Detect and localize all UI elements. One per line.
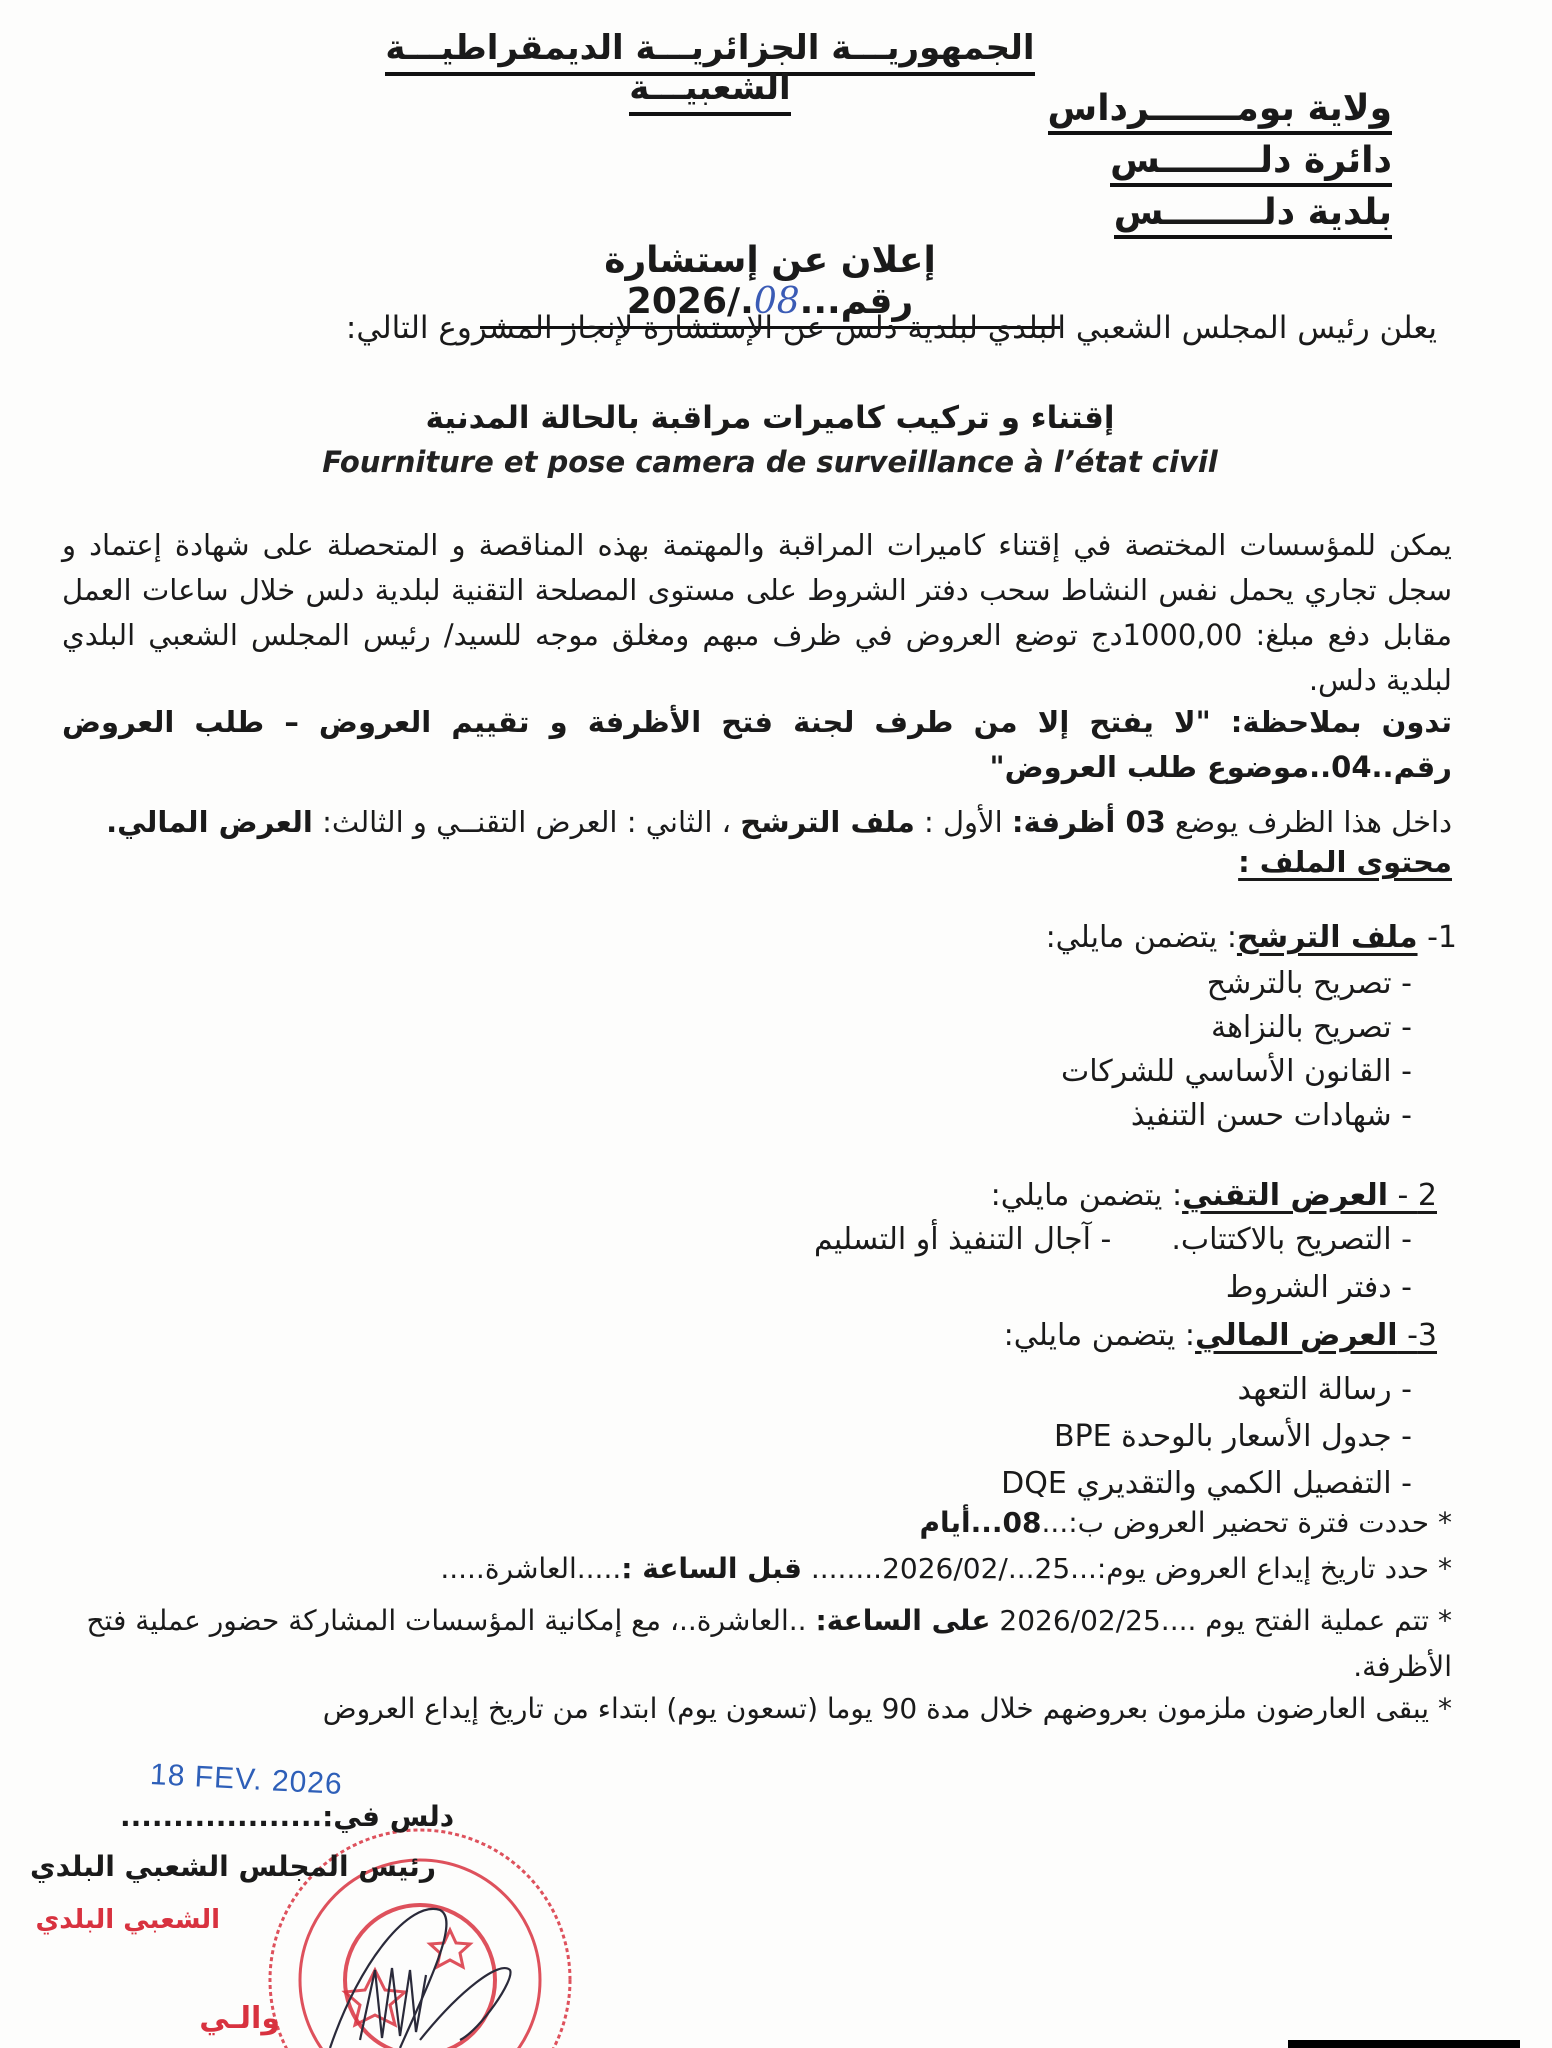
note-text: * حددت فترة تحضير العروض ب:...: [1041, 1506, 1452, 1539]
official-seal: [35, 1810, 540, 2048]
seal-text-2: والـي: [199, 2001, 280, 2036]
baladia-label: بلدية دلــــــــس: [1114, 192, 1392, 233]
section-number: 1-: [1417, 920, 1457, 955]
seal-inner-ring: [345, 1905, 495, 2048]
note-validity: * يبقى العارضون ملزمون بعروضهم خلال مدة 90 يوما (تسعون يوم) ابتداء من تاريخ إيداع العروض: [322, 1692, 1452, 1725]
p3-e: ، الثاني : العرض التقنــي و الثالث:: [312, 805, 741, 839]
signature-place: دلس في:...................: [120, 1800, 455, 1833]
p3-d: ملف الترشح: [740, 805, 915, 839]
project-title-ar: إقتناء و تركيب كاميرات مراقبة بالحالة المدنية: [425, 400, 1115, 436]
list-item: - التصريح بالاكتتاب.: [1171, 1222, 1412, 1257]
section-1-heading: [1046, 920, 1457, 955]
note-opening-date: [62, 1598, 1452, 1690]
section-2-row-2: [1226, 1270, 1412, 1305]
announcement-year: ./2026: [626, 281, 754, 322]
body-paragraph-3: [62, 800, 1452, 845]
seal-text-1: الشعبي البلدي: [35, 1905, 220, 1935]
note-days: 08...أيام: [919, 1506, 1042, 1539]
note-time-label: على الساعة:: [815, 1604, 991, 1637]
note-time-label: قبل الساعة :: [621, 1552, 802, 1585]
list-item: - التفصيل الكمي والتقديري DQE: [1001, 1466, 1412, 1501]
project-title-fr: Fourniture et pose camera de surveillance à l’état civil: [322, 445, 1218, 479]
section-3-list: [1001, 1366, 1412, 1507]
section-2-heading: [991, 1178, 1437, 1213]
note-text: * حدد تاريخ إيداع العروض يوم:...25.../2026/02........: [801, 1552, 1452, 1585]
signature-icon: [330, 1909, 510, 2048]
list-item: - رسالة التعهد: [1237, 1372, 1412, 1407]
p3-f: العرض المالي.: [106, 805, 313, 839]
list-item: - شهادات حسن التنفيذ: [1130, 1098, 1412, 1133]
note-preparation-period: [919, 1506, 1452, 1539]
section-3-heading: [1004, 1318, 1437, 1353]
intro-text: يعلن رئيس المجلس الشعبي البلدي لبلدية دلس عن الإستشارة لإنجاز المشروع التالي:: [345, 310, 1437, 346]
list-item: - آجال التنفيذ أو التسليم: [813, 1222, 1112, 1257]
note-label: تدون بملاحظة:: [1230, 705, 1452, 739]
body-paragraph-2: [62, 700, 1452, 790]
section-number: 3-: [1397, 1318, 1437, 1353]
list-item: - القانون الأساسي للشركات: [1060, 1054, 1412, 1089]
announcement-prefix: إعلان عن إستشارة رقم...: [604, 240, 936, 322]
section-number: 2 -: [1388, 1178, 1437, 1213]
section-suffix: : يتضمن مايلي:: [1045, 920, 1237, 955]
list-item: - تصريح بالنزاهة: [1210, 1010, 1412, 1045]
note-text-2: ..العاشرة..، مع إمكانية المؤسسات المشاركة حضور عملية فتح الأظرفة.: [86, 1604, 1452, 1683]
section-title: العرض المالي: [1195, 1318, 1398, 1353]
wilaya-label: ولاية بومـــــــرداس: [1048, 88, 1392, 129]
note-text: "لا يفتح إلا من طرف لجنة فتح الأظرفة و تقييم العروض – طلب العروض رقم..04..موضوع طلب العروض": [62, 705, 1452, 784]
note-submission-date: [440, 1552, 1452, 1585]
signer-title: رئيس المجلس الشعبي البلدي: [30, 1850, 436, 1883]
content-title: محتوى الملف :: [1238, 845, 1452, 879]
seal-ring: [300, 1860, 540, 2048]
republic-heading: الجمهوريـــة الجزائريـــة الديمقراطيـــة الشعبيـــة: [370, 28, 1050, 108]
p3-a: داخل هذا الظرف يوضع: [1165, 805, 1452, 839]
p3-b: 03 أظرفة:: [1011, 805, 1166, 839]
list-item: - جدول الأسعار بالوحدة BPE: [1053, 1419, 1412, 1454]
list-item: - تصريح بالترشح: [1206, 966, 1412, 1001]
scan-edge-bar: [1288, 2040, 1520, 2048]
note-time: .....العاشرة.....: [440, 1552, 622, 1585]
section-title: ملف الترشح: [1236, 920, 1418, 955]
list-item: - دفتر الشروط: [1225, 1270, 1412, 1305]
p3-c: الأول :: [914, 805, 1012, 839]
section-title: العرض التقني: [1182, 1178, 1388, 1213]
daira-label: دائرة دلــــــــس: [1110, 140, 1392, 181]
section-2-row-1: [814, 1222, 1412, 1257]
handwritten-number: 08: [753, 281, 800, 322]
note-text: * تتم عملية الفتح يوم ....2026/02/25: [990, 1604, 1452, 1637]
section-suffix: : يتضمن مايلي:: [990, 1178, 1183, 1213]
section-suffix: : يتضمن مايلي:: [1003, 1318, 1196, 1353]
body-paragraph-1: يمكن للمؤسسات المختصة في إقتناء كاميرات المراقبة والمهتمة بهذه المناقصة و المتحصلة على شهادة إعتماد و سجل تجاري يحمل نفس النشاط سحب دفتر الشروط على مستوى المصلحة التقنية لبلدية دلس خلال ساعات العمل مقابل دفع مبلغ: 1000,00دج توضع العروض في ظرف مبهم ومغلق موجه للسيد/ رئيس المجلس الشعبي البلدي لبلدية دلس.: [62, 528, 1452, 697]
date-stamp: 18 FEV. 2026: [149, 1757, 344, 1802]
section-1-list: [1061, 962, 1412, 1138]
